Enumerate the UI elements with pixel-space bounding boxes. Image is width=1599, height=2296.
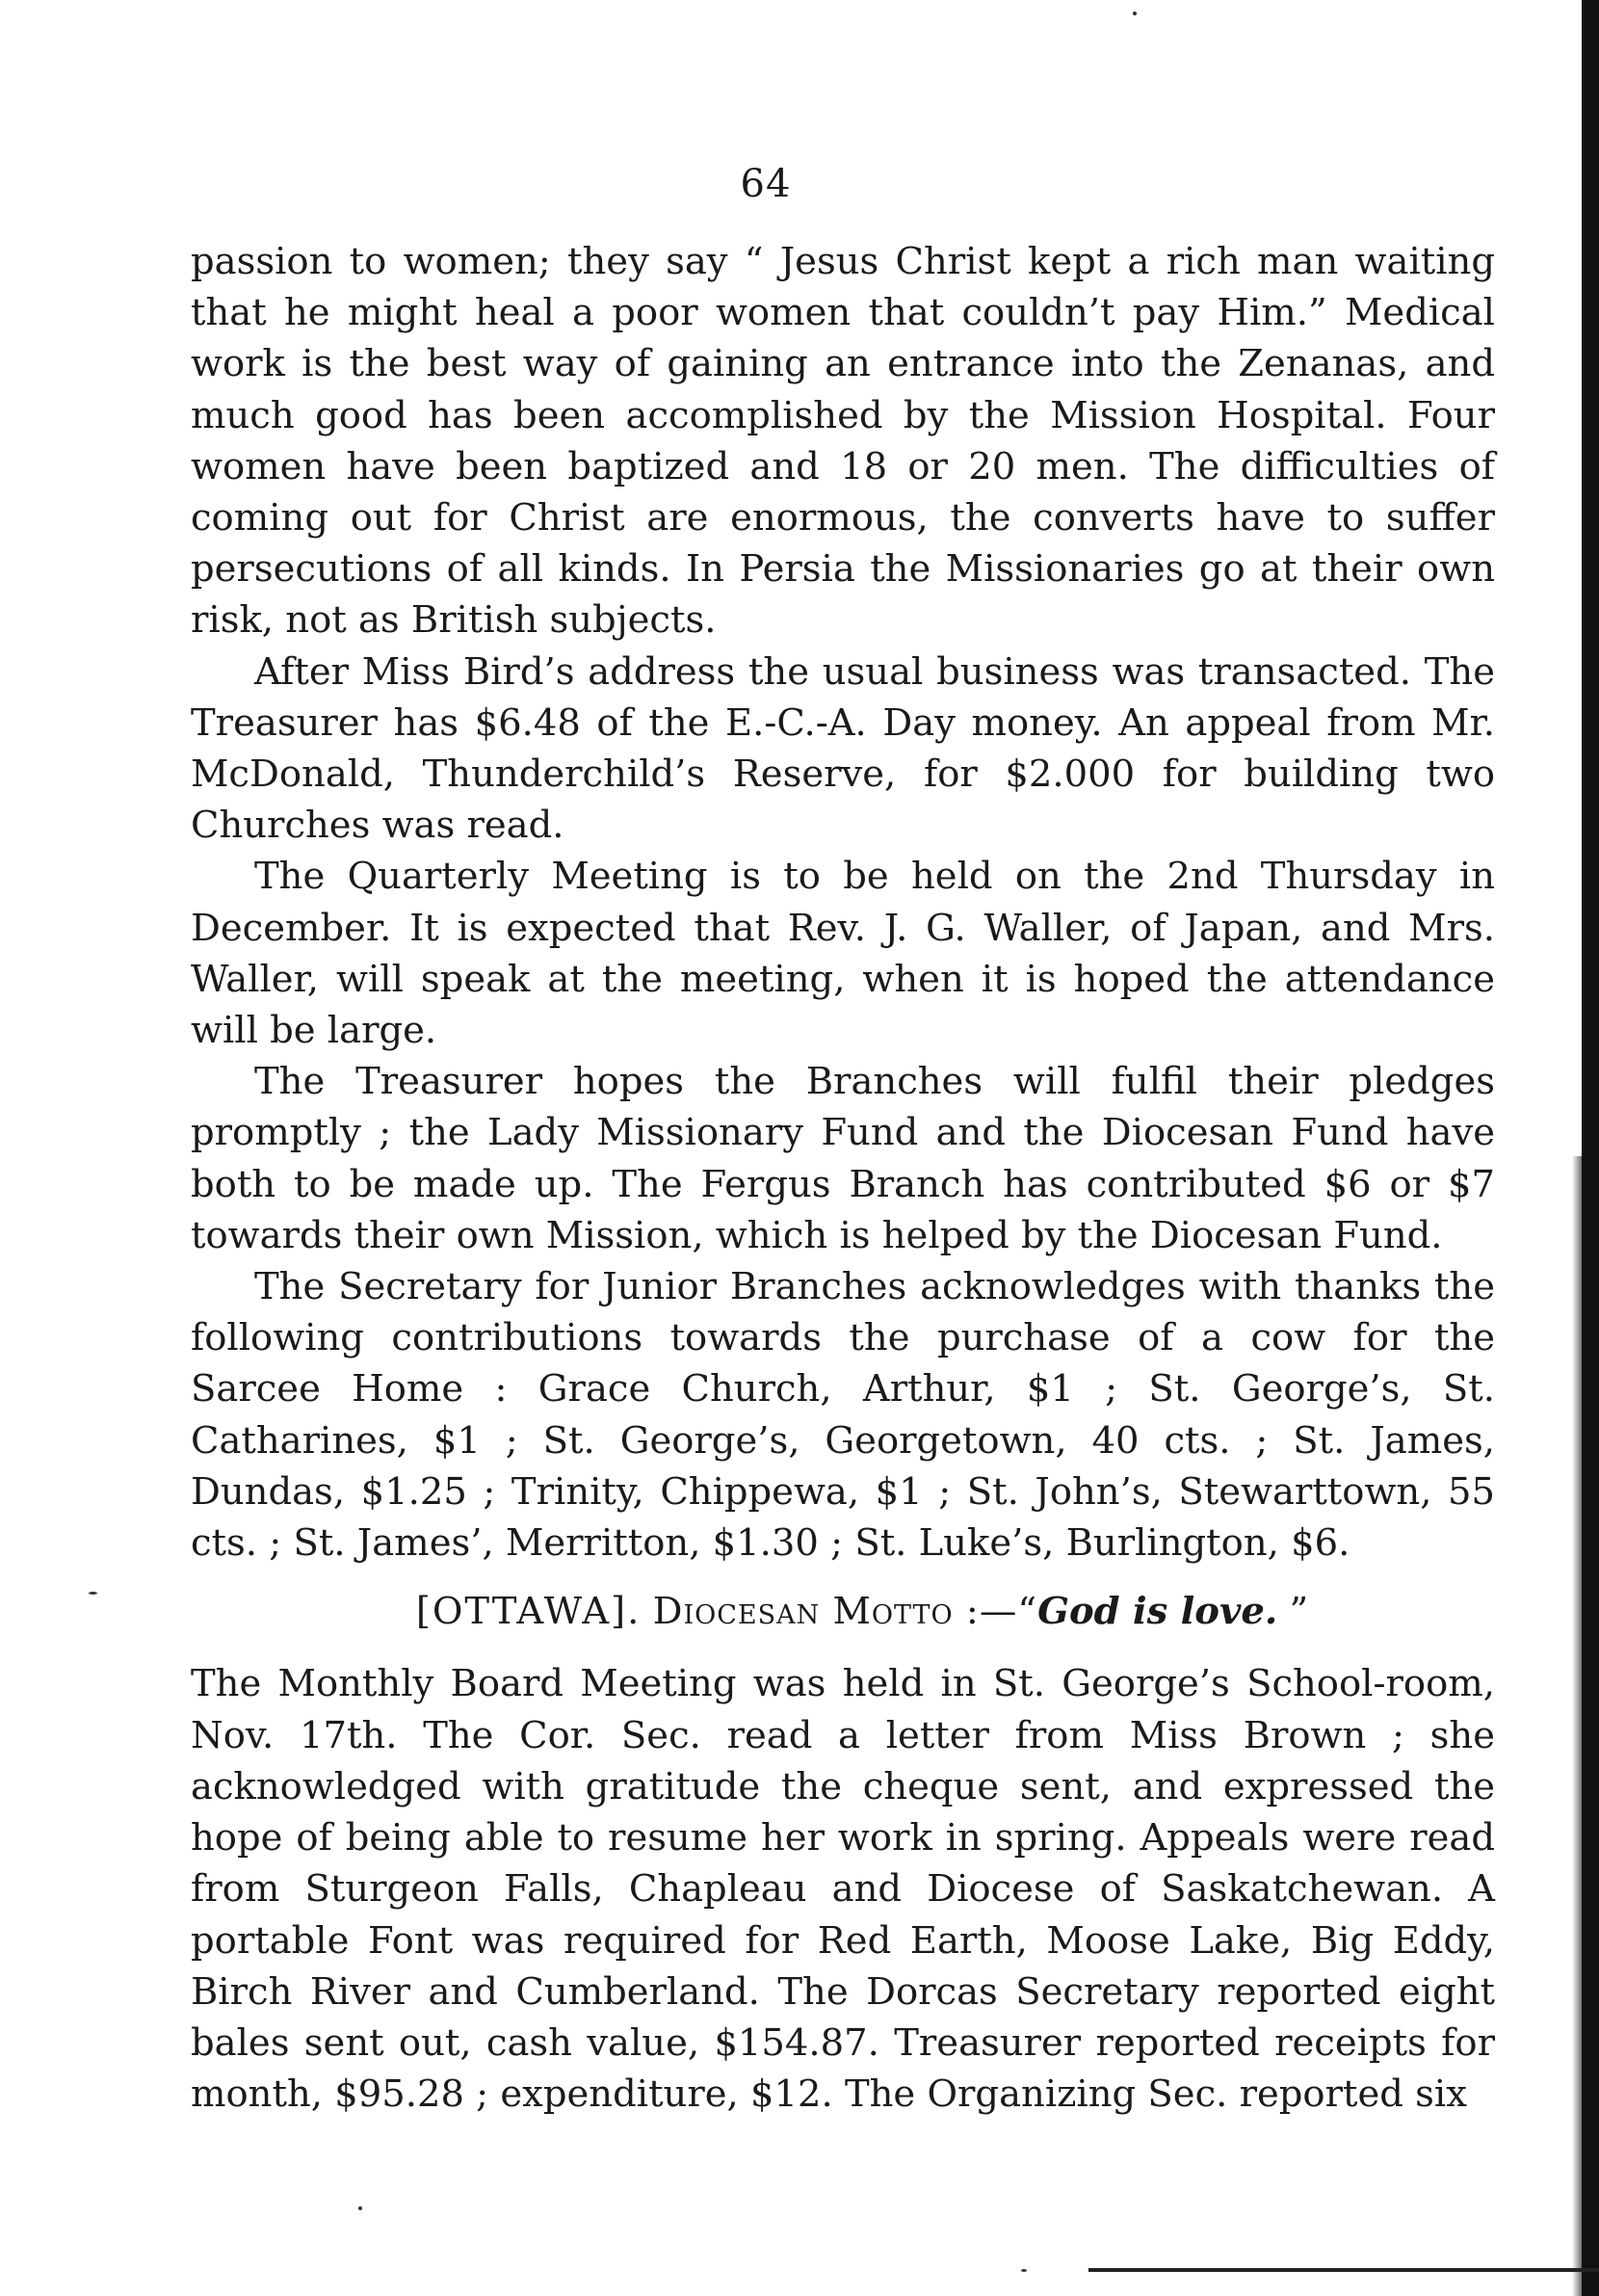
print-speck xyxy=(358,2206,362,2210)
print-speck xyxy=(1021,2269,1027,2272)
print-speck xyxy=(1133,12,1137,15)
paragraph-quarterly-meeting: The Quarterly Meeting is to be held on the 2nd Thursday in December. It is expected that Rev. J. G. Waller, of Japan, and Mrs. Waller, will speak at the meeting, when it is hoped the attendance will be large. xyxy=(191,855,1495,1053)
binding-shadow xyxy=(1572,1156,1582,2296)
diocese-name: [OTTAWA]. xyxy=(415,1590,642,1634)
page-body xyxy=(191,236,1495,2120)
paragraph-treasurer-pledges: The Treasurer hopes the Branches will fulfil their pledges promptly ; the Lady Missionary Fund and the Diocesan Fund have both to be made up. The Fergus Branch has contributed $6 or $7 towards their own Mission, which is helped by the Diocesan Fund. xyxy=(191,1060,1495,1257)
book-binding-edge xyxy=(1582,0,1599,2296)
motto-close-quote: ” xyxy=(1277,1590,1309,1634)
paragraph-junior-branches: The Secretary for Junior Branches acknowledges with thanks the following contributions towards the purchase of a cow for the Sarcee Home : Grace Church, Arthur, $1 ; St. George’s, St. Catharines, $1 ; St. George’s, Georgetown, 40 cts. ; St. James, Dundas, $1.25 ; Trinity, Chippewa, $1 ; St. John’s, Stewarttown, 55 cts. ; St. James’, Merritton, $1.30 ; St. Luke’s, Burlington, $6. xyxy=(191,1265,1495,1566)
paragraph-persia-mission: passion to women; they say “ Jesus Christ kept a rich man waiting that he might heal a poor women that couldn’t pay Him.” Medical work is the best way of gaining an entrance into the Zenanas, and much good has been accomplished by the Mission Hospital. Four women have been baptized and 18 or 20 men. The difficulties of coming out for Christ are enormous, the converts have to suffer persecutions of all kinds. In Persia the Missionaries go at their own risk, not as British subjects. xyxy=(191,240,1495,643)
page-number: 64 xyxy=(740,162,792,206)
bottom-edge-rule xyxy=(1088,2268,1599,2272)
motto-text: God is love. xyxy=(1037,1590,1278,1634)
section-heading-ottawa xyxy=(229,1586,1495,1637)
paragraph-monthly-board: The Monthly Board Meeting was held in St. George’s School-room, Nov. 17th. The Cor. Sec. read a letter from Miss Brown ; she acknowledged with gratitude the cheque sent, and expressed the hope of being able to resume her work in spring. Appeals were read from Sturgeon Falls, Chapleau and Diocese of Saskatchewan. A portable Font was required for Red Earth, Moose Lake, Big Eddy, Birch River and Cumberland. The Dorcas Secretary reported eight bales sent out, cash value, $154.87. Treasurer reported receipts for month, $95.28 ; expenditure, $12. The Organizing Sec. reported six xyxy=(191,1662,1495,2117)
paragraph-business-transacted: After Miss Bird’s address the usual business was transacted. The Treasurer has $6.48 of the E.-C.-A. Day money. An appeal from Mr. McDonald, Thunderchild’s Reserve, for $2.000 for building two Churches was read. xyxy=(191,649,1495,848)
print-speck xyxy=(89,1592,97,1595)
motto-label: Diocesan Motto :—“ xyxy=(652,1590,1038,1634)
